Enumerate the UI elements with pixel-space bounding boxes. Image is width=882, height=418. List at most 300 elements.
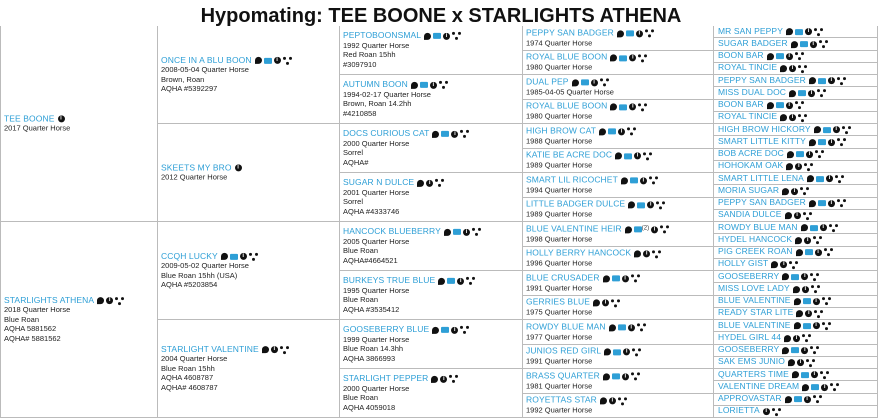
pedigree-tree-icon[interactable] — [645, 29, 654, 37]
horse-name-link[interactable]: PEPPY SAN BADGER — [718, 75, 806, 85]
comment-icon[interactable] — [794, 298, 801, 305]
comment-icon[interactable] — [786, 163, 793, 170]
info-icon[interactable]: i — [457, 278, 464, 285]
pedigree-tree-icon[interactable] — [815, 151, 824, 159]
photo-icon[interactable] — [798, 90, 806, 96]
info-icon[interactable]: i — [833, 127, 840, 134]
info-icon[interactable]: i — [797, 359, 804, 366]
photo-icon[interactable] — [776, 54, 784, 60]
info-icon[interactable]: i — [618, 128, 625, 135]
photo-icon[interactable] — [811, 384, 819, 390]
comment-icon[interactable] — [780, 114, 787, 121]
info-icon[interactable]: i — [622, 275, 629, 282]
info-icon[interactable]: i — [628, 324, 635, 331]
info-icon[interactable]: i — [451, 131, 458, 138]
comment-icon[interactable] — [628, 201, 635, 208]
horse-name-link[interactable]: ROYAL BLUE BOON — [526, 100, 608, 111]
info-icon[interactable]: i — [805, 29, 812, 36]
comment-icon[interactable] — [634, 250, 641, 257]
photo-icon[interactable] — [796, 152, 804, 158]
info-icon[interactable]: i — [636, 30, 643, 37]
info-icon[interactable]: i — [640, 177, 647, 184]
pedigree-tree-icon[interactable] — [811, 285, 820, 293]
info-icon[interactable]: i — [828, 78, 835, 85]
horse-name-link[interactable]: HANCOCK BLUEBERRY — [343, 225, 441, 236]
info-icon[interactable]: i — [802, 286, 809, 293]
info-icon[interactable]: i — [828, 200, 835, 207]
pedigree-tree-icon[interactable] — [656, 201, 665, 209]
pedigree-tree-icon[interactable] — [611, 299, 620, 307]
info-icon[interactable]: i — [791, 188, 798, 195]
photo-icon[interactable] — [453, 229, 461, 235]
horse-name-link[interactable]: ROYAL TINCIE — [718, 111, 778, 122]
photo-icon[interactable] — [619, 104, 627, 110]
info-icon[interactable]: i — [808, 90, 815, 97]
comment-icon[interactable] — [599, 128, 606, 135]
info-icon[interactable]: i — [786, 53, 793, 60]
comment-icon[interactable] — [431, 376, 438, 383]
info-icon[interactable]: i — [813, 323, 820, 330]
photo-icon[interactable] — [791, 274, 799, 280]
horse-name-link[interactable]: HOLLY GIST — [718, 258, 769, 269]
photo-icon[interactable] — [441, 131, 449, 137]
photo-icon[interactable] — [264, 58, 272, 64]
horse-name-link[interactable]: HYDEL HANCOCK — [718, 234, 793, 244]
info-icon[interactable]: i — [634, 152, 641, 159]
horse-name-link[interactable]: TEE BOONE — [4, 112, 55, 123]
horse-icons — [787, 150, 826, 160]
comment-icon[interactable] — [411, 82, 418, 89]
pedigree-tree-icon[interactable] — [829, 224, 838, 232]
horse-name-link[interactable]: APPROVASTAR — [718, 393, 782, 404]
photo-icon[interactable] — [818, 201, 826, 207]
comment-icon[interactable] — [572, 79, 579, 86]
info-icon[interactable]: i — [810, 41, 817, 48]
pedigree-tree-icon[interactable] — [652, 250, 661, 258]
comment-icon[interactable] — [802, 384, 809, 391]
info-icon[interactable]: i — [647, 201, 654, 208]
comment-icon[interactable] — [603, 373, 610, 380]
horse-name-link[interactable]: READY STAR LITE — [718, 307, 794, 318]
horse-name-link[interactable]: HIGH BROW HICKORY — [718, 124, 811, 134]
photo-icon[interactable] — [613, 349, 621, 355]
photo-icon[interactable] — [608, 128, 616, 134]
horse-info — [161, 345, 337, 393]
pedigree-tree-icon[interactable] — [283, 57, 292, 65]
comment-icon[interactable] — [796, 310, 803, 317]
pedigree-tree-icon[interactable] — [638, 103, 647, 111]
pedigree-tree-icon[interactable] — [798, 65, 807, 73]
photo-icon[interactable] — [230, 254, 238, 260]
pedigree-tree-icon[interactable] — [643, 152, 652, 160]
comment-icon[interactable] — [809, 139, 816, 146]
horse-name-link[interactable]: QUARTERS TIME — [718, 369, 789, 379]
horse-name-link[interactable]: HOHOKAM OAK — [718, 160, 784, 171]
horse-name-link[interactable]: HYDEL GIRL 44 — [718, 332, 782, 342]
info-icon[interactable]: i — [623, 348, 630, 355]
pedigree-tree-icon[interactable] — [460, 326, 469, 334]
pedigree-tree-icon[interactable] — [772, 408, 781, 416]
comment-icon[interactable] — [786, 29, 793, 36]
horse-name-link[interactable]: DOCS CURIOUS CAT — [343, 127, 430, 138]
photo-icon[interactable] — [795, 29, 803, 35]
photo-icon[interactable] — [818, 139, 826, 145]
horse-name-link[interactable]: BLUE VALENTINE — [718, 320, 791, 330]
horse-cell — [714, 63, 878, 75]
comment-icon[interactable] — [796, 249, 803, 256]
pedigree-tree-icon[interactable] — [637, 323, 646, 331]
comment-icon[interactable] — [621, 177, 628, 184]
comment-icon[interactable] — [785, 396, 792, 403]
pedigree-tree-icon[interactable] — [813, 236, 822, 244]
horse-cell — [714, 259, 878, 271]
comment-icon[interactable] — [809, 200, 816, 207]
pedigree-tree-icon[interactable] — [460, 130, 469, 138]
horse-name-link[interactable]: ONCE IN A BLU BOON — [161, 54, 252, 65]
pedigree-tree-icon[interactable] — [813, 396, 822, 404]
photo-icon[interactable] — [805, 250, 813, 256]
photo-icon[interactable] — [626, 30, 634, 36]
info-icon[interactable]: i — [793, 335, 800, 342]
info-icon[interactable]: i — [602, 299, 609, 306]
pedigree-tree-icon[interactable] — [802, 334, 811, 342]
horse-name-link[interactable]: KATIE BE ACRE DOC — [526, 149, 613, 160]
comment-icon[interactable] — [221, 253, 228, 260]
info-icon[interactable]: i — [806, 151, 813, 158]
pedigree-tree-icon[interactable] — [803, 212, 812, 220]
horse-name-link[interactable]: BLUE VALENTINE — [718, 295, 791, 306]
info-icon[interactable]: i — [443, 33, 450, 40]
comment-icon[interactable] — [432, 327, 439, 334]
horse-name-link[interactable]: STARLIGHT PEPPER — [343, 372, 429, 383]
pedigree-tree-icon[interactable] — [837, 200, 846, 208]
pedigree-tree-icon[interactable] — [466, 277, 475, 285]
comment-icon[interactable] — [794, 323, 801, 330]
horse-name-link[interactable]: LITTLE BADGER DULCE — [526, 198, 626, 209]
photo-icon[interactable] — [619, 55, 627, 61]
info-icon[interactable]: i — [801, 274, 808, 281]
info-icon[interactable]: i — [780, 261, 787, 268]
horse-cell — [714, 406, 878, 418]
info-icon[interactable]: i — [828, 139, 835, 146]
pedigree-tree-icon[interactable] — [800, 187, 809, 195]
photo-icon[interactable] — [801, 372, 809, 378]
comment-icon[interactable] — [814, 127, 821, 134]
horse-name-link[interactable]: ROWDY BLUE MAN — [718, 222, 798, 232]
horse-name-link[interactable]: SMART LITTLE KITTY — [718, 136, 806, 146]
pedigree-tree-icon[interactable] — [280, 346, 289, 354]
comment-icon[interactable] — [793, 286, 800, 293]
comment-icon[interactable] — [600, 397, 607, 404]
horse-name-row — [343, 80, 520, 90]
info-icon[interactable]: i — [826, 176, 833, 183]
pedigree-tree-icon[interactable] — [631, 372, 640, 380]
horse-name-link[interactable]: AUTUMN BOON — [343, 78, 408, 89]
comment-icon[interactable] — [782, 347, 789, 354]
horse-name-row — [526, 175, 711, 185]
photo-icon[interactable] — [630, 177, 638, 183]
horse-name-link[interactable]: GOOSEBERRY BLUE — [343, 323, 430, 334]
horse-name-link[interactable]: SMART LITTLE LENA — [718, 173, 804, 183]
comment-icon[interactable] — [593, 299, 600, 306]
photo-icon[interactable] — [810, 225, 818, 231]
pedigree-tree-icon[interactable] — [439, 81, 448, 89]
pedigree-tree-icon[interactable] — [804, 163, 813, 171]
comment-icon[interactable] — [785, 212, 792, 219]
info-icon[interactable]: i — [795, 163, 802, 170]
comment-icon[interactable] — [788, 359, 795, 366]
pedigree-tree-icon[interactable] — [631, 274, 640, 282]
comment-icon[interactable] — [807, 176, 814, 183]
horse-name-link[interactable]: BRASS QUARTER — [526, 370, 600, 381]
horse-name-link[interactable]: SANDIA DULCE — [718, 209, 782, 220]
comment-icon[interactable] — [417, 180, 424, 187]
info-icon[interactable]: i — [430, 82, 437, 89]
pedigree-tree-icon[interactable] — [649, 176, 658, 184]
horse-name-link[interactable]: JUNIOS RED GIRL — [526, 345, 602, 356]
photo-icon[interactable] — [433, 33, 441, 39]
pedigree-tree-icon[interactable] — [810, 347, 819, 355]
info-icon[interactable]: i — [451, 327, 458, 334]
info-icon[interactable]: i — [813, 298, 820, 305]
photo-icon[interactable] — [618, 324, 626, 330]
horse-name-link[interactable]: STARLIGHTS ATHENA — [4, 294, 95, 305]
horse-name-link[interactable]: BOON BAR — [718, 99, 764, 110]
info-icon[interactable]: i — [463, 229, 470, 236]
comment-icon[interactable] — [795, 237, 802, 244]
comment-icon[interactable] — [432, 131, 439, 138]
info-icon[interactable]: i — [426, 180, 433, 187]
pedigree-tree-icon[interactable] — [822, 298, 831, 306]
comment-icon[interactable] — [609, 324, 616, 331]
horse-name-link[interactable]: GERRIES BLUE — [526, 296, 591, 307]
horse-name-link[interactable]: BURKEYS TRUE BLUE — [343, 274, 436, 285]
horse-name-link[interactable]: MISS LOVE LADY — [718, 283, 790, 293]
photo-icon[interactable] — [776, 103, 784, 109]
horse-name-link[interactable]: SUGAR N DULCE — [343, 176, 415, 187]
horse-name-link[interactable]: SMART LIL RICOCHET — [526, 174, 618, 185]
comment-icon[interactable] — [782, 188, 789, 195]
photo-icon[interactable] — [818, 78, 826, 84]
comment-icon[interactable] — [604, 348, 611, 355]
horse-info — [161, 55, 337, 93]
info-icon[interactable]: i — [235, 165, 242, 172]
comment-icon[interactable] — [424, 33, 431, 40]
comment-icon[interactable] — [617, 30, 624, 37]
photo-icon[interactable] — [612, 275, 620, 281]
comment-icon[interactable] — [789, 90, 796, 97]
pedigree-tree-icon[interactable] — [435, 179, 444, 187]
pedigree-tree-icon[interactable] — [472, 228, 481, 236]
horse-name-row — [718, 296, 875, 306]
comment-icon[interactable] — [767, 102, 774, 109]
info-icon[interactable]: i — [794, 212, 801, 219]
horse-name-link[interactable]: VALENTINE DREAM — [718, 381, 800, 391]
photo-icon[interactable] — [420, 82, 428, 88]
horse-name-link[interactable]: ROYAL TINCIE — [718, 62, 778, 73]
comment-icon[interactable] — [444, 229, 451, 236]
photo-icon[interactable] — [634, 226, 642, 232]
horse-icons — [593, 298, 622, 308]
horse-cell — [714, 136, 878, 148]
info-icon[interactable]: i — [240, 253, 247, 260]
info-icon[interactable]: i — [274, 57, 281, 64]
pedigree-tree-icon[interactable] — [842, 126, 851, 134]
photo-icon[interactable] — [803, 299, 811, 305]
pedigree-tree-icon[interactable] — [798, 114, 807, 122]
info-icon[interactable]: i — [643, 250, 650, 257]
comment-icon[interactable] — [610, 103, 617, 110]
comment-icon[interactable] — [791, 41, 798, 48]
pedigree-tree-icon[interactable] — [824, 249, 833, 257]
pedigree-tree-icon[interactable] — [835, 175, 844, 183]
comment-icon[interactable] — [782, 274, 789, 281]
info-icon[interactable]: i — [789, 65, 796, 72]
pedigree-tree-icon[interactable] — [837, 138, 846, 146]
horse-name-link[interactable]: STARLIGHT VALENTINE — [161, 343, 259, 354]
pedigree-tree-icon[interactable] — [837, 77, 846, 85]
horse-name-link[interactable]: GOOSEBERRY — [718, 271, 780, 281]
horse-name-link[interactable]: LORIETTA — [718, 405, 760, 416]
pedigree-tree-icon[interactable] — [618, 397, 627, 405]
horse-name-link[interactable]: BLUE VALENTINE HEIR — [526, 223, 622, 234]
photo-icon[interactable] — [441, 327, 449, 333]
comment-icon[interactable] — [610, 54, 617, 61]
horse-info — [718, 149, 875, 159]
info-icon[interactable]: i — [815, 249, 822, 256]
horse-name-link[interactable]: ROYAL BLUE BOON — [526, 51, 608, 62]
horse-detail: 1991 Quarter Horse — [526, 282, 593, 292]
comment-icon[interactable] — [780, 65, 787, 72]
horse-name-row — [343, 129, 520, 139]
horse-name-link[interactable]: MORIA SUGAR — [718, 185, 780, 195]
pedigree-tree-icon[interactable] — [115, 297, 124, 305]
horse-name-link[interactable]: MISS DUAL DOC — [718, 87, 787, 97]
photo-icon[interactable] — [581, 79, 589, 85]
pedigree-tree-icon[interactable] — [627, 127, 636, 135]
horse-name-link[interactable]: HIGH BROW CAT — [526, 125, 597, 136]
horse-name-link[interactable]: GOOSEBERRY — [718, 344, 780, 355]
comment-icon[interactable] — [255, 57, 262, 64]
info-icon[interactable]: i — [763, 408, 770, 415]
photo-icon[interactable] — [803, 323, 811, 329]
pedigree-tree-icon[interactable] — [632, 348, 641, 356]
pedigree-tree-icon[interactable] — [638, 54, 647, 62]
horse-name-link[interactable]: ROYETTAS STAR — [526, 394, 597, 405]
pedigree-tree-icon[interactable] — [814, 310, 823, 318]
pedigree-tree-icon[interactable] — [810, 273, 819, 281]
pedigree-tree-icon[interactable] — [789, 261, 798, 269]
pedigree-tree-icon[interactable] — [806, 359, 815, 367]
horse-name-link[interactable]: SUGAR BADGER — [718, 38, 788, 48]
info-icon[interactable]: i — [629, 54, 636, 61]
comment-icon[interactable] — [262, 346, 269, 353]
photo-icon[interactable] — [612, 373, 620, 379]
pedigree-tree-icon[interactable] — [452, 32, 461, 40]
pedigree-tree-icon[interactable] — [449, 375, 458, 383]
comment-icon[interactable] — [784, 335, 791, 342]
photo-icon[interactable] — [624, 153, 632, 159]
horse-name-link[interactable]: BOB ACRE DOC — [718, 148, 784, 159]
comment-icon[interactable] — [801, 225, 808, 232]
comment-icon[interactable] — [603, 275, 610, 282]
info-icon[interactable]: i — [786, 102, 793, 109]
comment-icon[interactable] — [767, 53, 774, 60]
info-icon[interactable]: i — [804, 396, 811, 403]
photo-icon[interactable] — [791, 348, 799, 354]
horse-name-link[interactable]: ROWDY BLUE MAN — [526, 321, 606, 332]
photo-icon[interactable] — [637, 202, 645, 208]
horse-name-link[interactable]: SKEETS MY BRO — [161, 161, 232, 172]
comment-icon[interactable] — [438, 278, 445, 285]
comment-icon[interactable] — [625, 226, 632, 233]
comment-icon[interactable] — [792, 372, 799, 379]
comment-icon[interactable] — [809, 78, 816, 85]
comment-icon[interactable] — [787, 151, 794, 158]
info-icon[interactable]: i — [821, 384, 828, 391]
pedigree-tree-icon[interactable] — [795, 53, 804, 61]
info-icon[interactable]: i — [811, 372, 818, 379]
horse-name-link[interactable]: SAK EMS JUNIO — [718, 356, 785, 367]
horse-name-link[interactable]: PIG CREEK ROAN — [718, 246, 793, 257]
horse-name-link[interactable]: PEPPY SAN BADGER — [718, 197, 806, 208]
info-icon[interactable]: i — [629, 103, 636, 110]
horse-name-link[interactable]: BLUE CRUSADER — [526, 272, 600, 283]
pedigree-tree-icon[interactable] — [600, 78, 609, 86]
info-icon[interactable]: i — [106, 297, 113, 304]
pedigree-tree-icon[interactable] — [795, 102, 804, 110]
info-icon[interactable]: i — [805, 310, 812, 317]
info-icon[interactable]: i — [609, 397, 616, 404]
horse-name-link[interactable]: MR SAN PEPPY — [718, 26, 783, 36]
info-icon[interactable]: i — [789, 114, 796, 121]
horse-name-link[interactable]: BOON BAR — [718, 50, 764, 61]
pedigree-tree-icon[interactable] — [830, 383, 839, 391]
photo-icon[interactable] — [816, 176, 824, 182]
info-icon[interactable]: i — [820, 225, 827, 232]
photo-icon[interactable] — [447, 278, 455, 284]
info-icon[interactable]: i — [591, 79, 598, 86]
horse-info — [526, 28, 711, 47]
pedigree-tree-icon[interactable] — [819, 40, 828, 48]
info-icon[interactable]: i — [622, 373, 629, 380]
info-icon[interactable]: i — [271, 346, 278, 353]
info-icon[interactable]: i — [440, 376, 447, 383]
info-icon[interactable]: i — [801, 347, 808, 354]
comment-icon[interactable] — [771, 261, 778, 268]
horse-name-link[interactable]: HOLLY BERRY HANCOCK — [526, 247, 632, 258]
horse-name-link[interactable]: DUAL PEP — [526, 76, 569, 87]
horse-icons — [807, 174, 846, 184]
comment-icon[interactable] — [615, 152, 622, 159]
pedigree-tree-icon[interactable] — [660, 225, 669, 233]
info-icon[interactable]: i — [58, 116, 65, 123]
info-icon[interactable]: i — [804, 237, 811, 244]
horse-name-link[interactable]: PEPTOBOONSMAL — [343, 29, 422, 40]
pedigree-tree-icon[interactable] — [817, 89, 826, 97]
horse-name-link[interactable]: CCQH LUCKY — [161, 250, 218, 261]
pedigree-tree-icon[interactable] — [814, 28, 823, 36]
horse-name-link[interactable]: PEPPY SAN BADGER — [526, 27, 614, 38]
comment-icon[interactable] — [97, 297, 104, 304]
pedigree-tree-icon[interactable] — [249, 253, 258, 261]
pedigree-tree-icon[interactable] — [822, 322, 831, 330]
photo-icon[interactable] — [794, 397, 802, 403]
photo-icon[interactable] — [800, 41, 808, 47]
pedigree-tree-icon[interactable] — [820, 371, 829, 379]
info-icon[interactable]: i — [651, 226, 658, 233]
photo-icon[interactable] — [823, 127, 831, 133]
